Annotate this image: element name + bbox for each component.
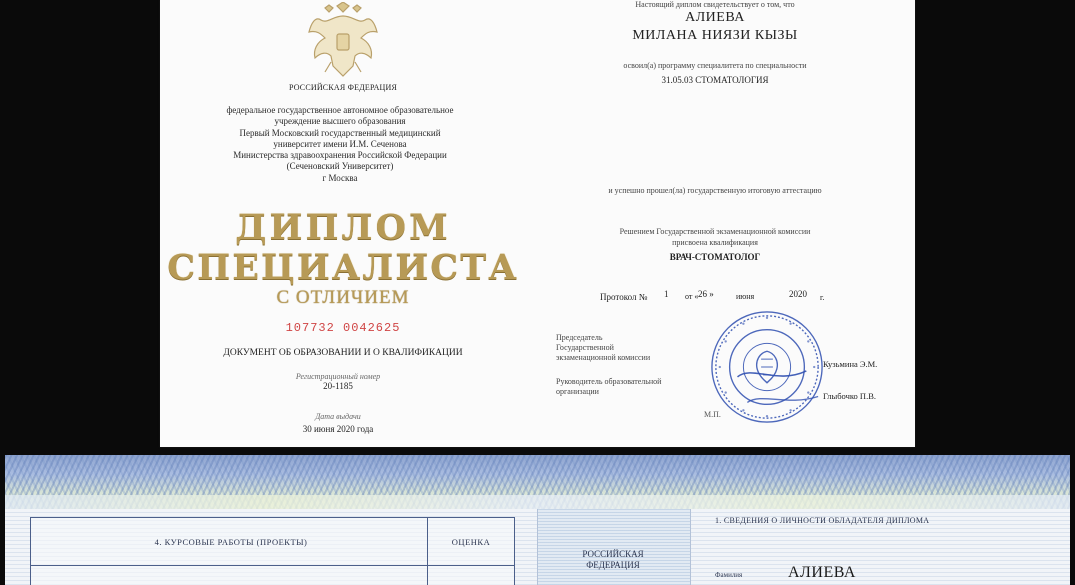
institution-line: г Москва (322, 172, 358, 183)
country-line: ФЕДЕРАЦИЯ (586, 560, 640, 570)
issue-date: 30 июня 2020 года (302, 424, 374, 434)
security-pattern-edge (5, 495, 1070, 509)
holder-name: МИЛАНА НИЯЗИ КЫЗЫ (632, 28, 798, 43)
decision-line: Решением Государственной экзаменационной комиссии (619, 227, 811, 236)
seal-place-label: М.П. (704, 410, 721, 419)
institution-line: (Сеченовский Университет) (286, 161, 394, 172)
coursework-table (30, 517, 515, 585)
supplement-country-label (582, 549, 643, 571)
diploma-title-line2: СПЕЦИАЛИСТА (167, 247, 519, 288)
surname-value: АЛИЕВА (788, 564, 856, 581)
honors-label: С ОТЛИЧИЕМ (276, 287, 410, 308)
chair-line: экзаменационной комиссии (556, 353, 651, 362)
certifies-text: Настоящий диплом свидетельствует о том, что (635, 0, 795, 9)
diploma-supplement-sheet (5, 455, 1070, 585)
grade-column-header: ОЦЕНКА (451, 537, 491, 547)
organization-head-name: Глыбочко П.В. (823, 391, 876, 401)
protocol-number: 1 (664, 289, 669, 299)
commission-chair-title (556, 333, 650, 363)
diploma-title-line1: ДИПЛОМ (235, 207, 451, 248)
head-line: Руководитель образовательной (556, 377, 662, 386)
diploma-sheet (160, 0, 915, 447)
official-stamp-icon (708, 308, 826, 426)
coursework-table-divider (427, 518, 428, 585)
chair-line: Государственной (556, 343, 614, 352)
institution-line: Министерства здравоохранения Российской Федерации (233, 150, 447, 161)
head-line: организации (556, 387, 599, 396)
registration-number: 20-1185 (323, 381, 353, 391)
country-label: РОССИЙСКАЯ ФЕДЕРАЦИЯ (288, 83, 398, 92)
attestation-text: и успешно прошел(ла) государственную итоговую аттестацию (608, 186, 822, 195)
protocol-year-suffix: г. (820, 293, 825, 302)
holder-surname: АЛИЕВА (685, 10, 745, 25)
qualification: ВРАЧ-СТОМАТОЛОГ (669, 252, 761, 262)
institution-line: Первый Московский государственный медицинский (239, 127, 441, 138)
institution-line: университет имени И.М. Сеченова (273, 138, 407, 149)
institution-name (226, 105, 453, 184)
coat-of-arms-icon (303, 2, 383, 82)
institution-line: учреждение высшего образования (274, 116, 406, 127)
coursework-column-header: 4. КУРСОВЫЕ РАБОТЫ (ПРОЕКТЫ) (154, 537, 308, 547)
decision-line: присвоена квалификация (672, 238, 758, 247)
supplement-center-panel (537, 509, 691, 585)
program-text: освоил(а) программу специалитета по специальности (623, 61, 807, 70)
document-type: ДОКУМЕНТ ОБ ОБРАЗОВАНИИ И О КВАЛИФИКАЦИИ (223, 348, 463, 358)
protocol-day: 26 » (698, 289, 714, 299)
organization-head-title (556, 377, 661, 397)
registration-label: Регистрационный номер (295, 372, 381, 381)
commission-decision (620, 226, 811, 248)
chair-line: Председатель (556, 333, 603, 342)
country-line: РОССИЙСКАЯ (582, 549, 644, 559)
specialty: 31.05.03 СТОМАТОЛОГИЯ (661, 75, 769, 85)
surname-label: Фамилия (715, 571, 743, 579)
protocol-year: 2020 (789, 289, 807, 299)
protocol-label: Протокол № (600, 292, 648, 302)
protocol-month: июня (736, 292, 755, 301)
institution-line: федеральное государственное автономное образовательное (226, 105, 454, 115)
holder-info-section-title: 1. СВЕДЕНИЯ О ЛИЧНОСТИ ОБЛАДАТЕЛЯ ДИПЛОМА (715, 516, 930, 525)
protocol-from: от « (685, 292, 699, 301)
commission-chair-name: Кузьмина Э.М. (823, 359, 878, 369)
issue-date-label: Дата выдачи (315, 412, 361, 421)
serial-number: 107732 0042625 (285, 321, 401, 335)
